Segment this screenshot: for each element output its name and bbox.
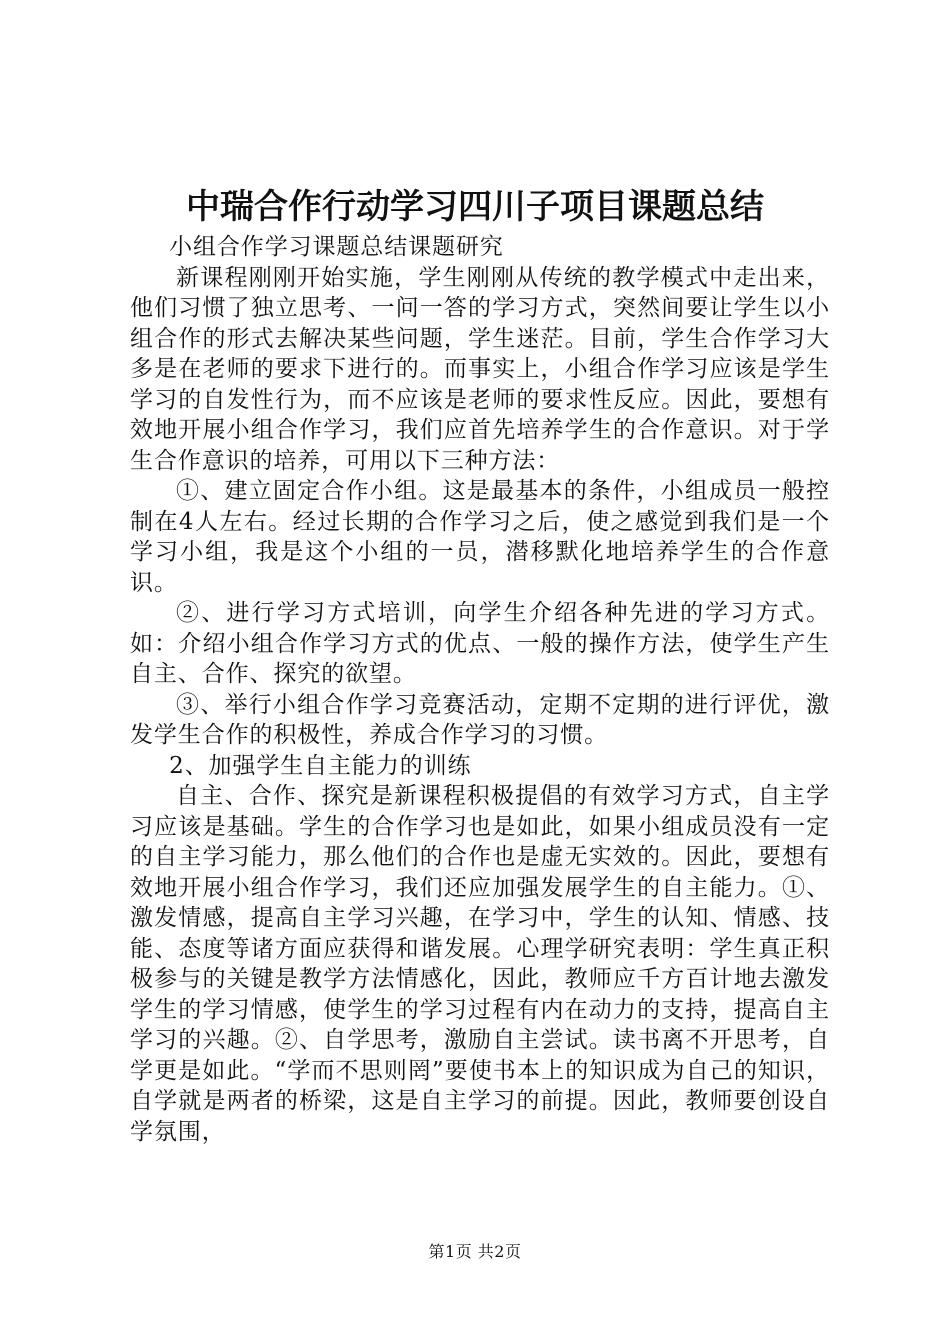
body-paragraph: ③、举行小组合作学习竞赛活动，定期不定期的进行评优，激发学生合作的积极性，养成合作学习的习惯。 <box>130 691 830 748</box>
body-paragraph: 自主、合作、探究是新课程积极提倡的有效学习方式，自主学习应该是基础。学生的合作学习也是如此，如果小组成员没有一定的自主学习能力，那么他们的合作也是虚无实效的。因此，要想有效地开展小组合作学习，我们还应加强发展学生的自主能力。①、激发情感，提高自主学习兴趣，在学习中，学生的认知、情感、技能、态度等诸方面应获得和谐发展。心理学研究表明：学生真正积极参与的关键是教学方法情感化，因此，教师应千方百计地去激发学生的学习情感，使学生的学习过程有内在动力的支持，提高自主学习的兴趣。②、自学思考，激励自主尝试。读书离不开思考，自学更是如此。“学而不思则罔”要使书本上的知识成为自己的知识，自学就是两者的桥梁，这是自主学习的前提。因此，教师要创设自学氛围， <box>130 783 830 1145</box>
section-heading: 2、加强学生自主能力的训练 <box>169 752 472 779</box>
body-paragraph: ①、建立固定合作小组。这是最基本的条件，小组成员一般控制在4人左右。经过长期的合作学习之后，使之感觉到我们是一个学习小组，我是这个小组的一员，潜移默化地培养学生的合作意识。 <box>130 478 830 596</box>
page-footer: 第1页 共2页 <box>428 1242 522 1261</box>
document-body <box>130 232 830 1147</box>
document-title: 中瑞合作行动学习四川子项目课题总结 <box>186 187 764 227</box>
section-heading: 小组合作学习课题总结课题研究 <box>169 234 504 260</box>
body-paragraph: 新课程刚刚开始实施，学生刚刚从传统的教学模式中走出来，他们习惯了独立思考、一问一答的学习方式，突然间要让学生以小组合作的形式去解决某些问题，学生迷茫。目前，学生合作学习大多是在老师的要求下进行的。而事实上，小组合作学习应该是学生学习的自发性行为，而不应该是老师的要求性反应。因此，要想有效地开展小组合作学习，我们应首先培养学生的合作意识。对于学生合作意识的培养，可用以下三种方法： <box>130 264 830 474</box>
body-paragraph: ②、进行学习方式培训，向学生介绍各种先进的学习方式。如：介绍小组合作学习方式的优点、一般的操作方法，使学生产生自主、合作、探究的欲望。 <box>130 600 830 687</box>
